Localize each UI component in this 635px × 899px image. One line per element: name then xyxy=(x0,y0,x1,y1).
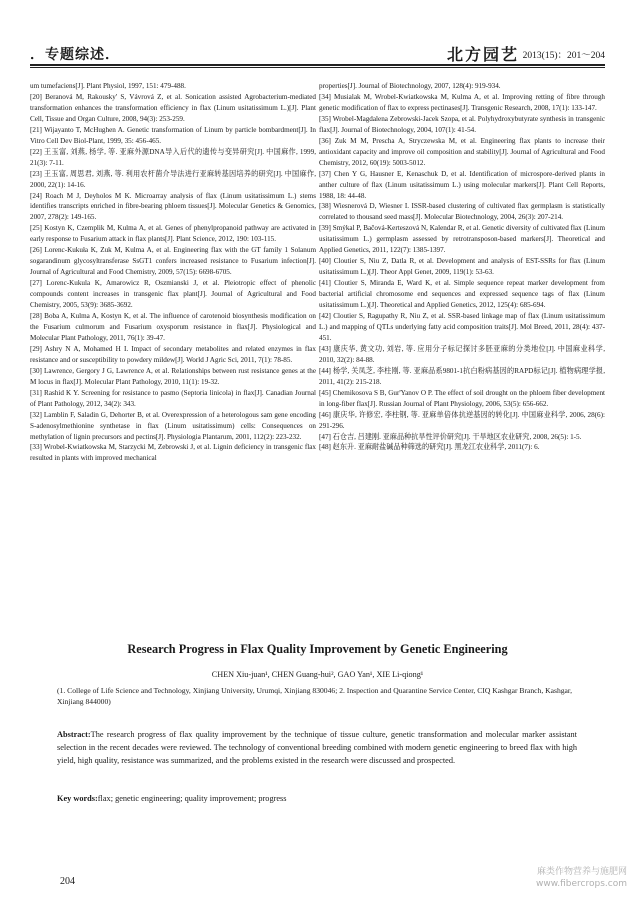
english-abstract xyxy=(57,728,577,768)
english-authors: CHEN Xiu-juan¹, CHEN Guang-hui², GAO Yan¹, XIE Li-qiong¹ xyxy=(211,670,424,679)
reference-entry: [43] 康庆华, 黄文功, 刘岩, 等. 应用分子标记探讨多胚亚麻的分类地位[J]. 中国麻业科学, 2010, 32(2): 84-88. xyxy=(319,344,605,364)
journal-name: 北方园艺 xyxy=(446,45,519,64)
reference-entry: [25] Kostyn K, Czemplik M, Kulma A, et al. Genes of phenylpropanoid pathway are activated in early response to Fusarium attack in flax plants[J]. Plant Science, 2012, 190: 103-115. xyxy=(30,224,316,244)
reference-entry: [26] Lorenc-Kukuła K, Zuk M, Kulma A, et al. Engineering flax with the GT family 1 Solanum sogarandinum glycosyltransferase SsGT1 confers increased resistance to Fusarium infection[J]. Journal of Agricultural and Food Chemistry, 2009, 57(15): 6698-6705. xyxy=(30,246,316,277)
reference-entry: [22] 王玉富, 刘燕, 杨学, 等. 亚麻外源DNA导入后代的遗传与变异研究[J]. 中国麻作, 1999, 21(3): 7-11. xyxy=(30,147,316,167)
header-rule-thick xyxy=(30,64,605,66)
english-affiliation: (1. College of Life Science and Technology, Xinjiang University, Urumqi, Xinjiang 830046; 2. Inspection and Quarantine Service Center, CIQ Kashgar Branch, Kashgar, Xinjiang 844000) xyxy=(57,686,573,706)
reference-entry: [48] 赵东升. 亚麻耐盐碱品种筛选的研究[J]. 黑龙江农业科学, 2011(7): 6. xyxy=(319,443,540,452)
reference-entry: [46] 康庆华, 许修宏, 李柱钢, 等. 亚麻单倍体抗逆基因的转化[J]. 中国麻业科学, 2006, 28(6): 291-296. xyxy=(319,410,605,430)
page-number: 204 xyxy=(60,876,75,887)
reference-entry: [24] Roach M J, Deyholos M K. Microarray analysis of flax (Linum usitatissimum L.) stems identifies transcripts enriched in fibre-bearing phloem tissues[J]. Molecular Genetics & Genomics, 2007, 278(2): 149-165. xyxy=(30,191,316,222)
reference-entry: [20] Beranová M, Rakousky' S, Vávrová Z, et al. Sonication assisted Agrobacterium-mediated transformation enhances the transformation efficiency in flax (Linum usitatissimum L.)[J]. Plant Cell, Tissue and Organ Culture, 2008, 94(3): 253-259. xyxy=(30,92,316,123)
reference-entry: [39] Smýkal P, Bačová-Kerteszová N, Kalendar R, et al. Genetic diversity of cultivated flax (Linum usitatissimum L.) germplasm assessed by retrotransposon-based markers[J]. Theoretical and Applied Genetics, 2011, 122(7): 1385-1397. xyxy=(319,224,605,255)
english-title: Research Progress in Flax Quality Improvement by Genetic Engineering xyxy=(127,642,508,656)
section-label: ．专题综述． xyxy=(30,47,120,63)
reference-entry: [42] Cloutier S, Ragupathy R, Niu Z, et al. SSR-based linkage map of flax (Linum usitatissimum L.) and mapping of QTLs underlying fatty acid composition traits[J]. Mol Breed, 2011, 28(4): 437-451. xyxy=(319,312,605,342)
reference-entry: [34] Musialak M, Wrobel-Kwiatkowska M, Kulma A, et al. Improving retting of fibre through genetic modification of flax to express pectinases[J]. Transgenic Research, 2008, 17(1): 133-147. xyxy=(319,92,605,112)
references-right-column xyxy=(319,81,605,453)
reference-entry: [31] Rashid K Y. Screening for resistance to pasmo (Septoria linicola) in flax[J]. Canadian Journal of Plant Pathology, 2012, 34(2): 343. xyxy=(30,388,316,408)
watermark-url: www.fibercrops.com xyxy=(536,879,627,889)
references-left-column xyxy=(30,81,316,464)
reference-entry: [45] Chemikosova S B, Gur'Yanov O P. The effect of soil drought on the phloem fiber development in long-fiber flax[J]. Russian Journal of Plant Physiology, 2006, 53(5): 656-662. xyxy=(319,388,605,408)
reference-entry: [21] Wijayanto T, McHughen A. Genetic transformation of Linum by particle bombardment[J]. In Vitro Cell Dev Biol-Plant, 1999, 35: 456-465. xyxy=(30,125,316,145)
reference-entry: um tumefaciens[J]. Plant Physiol, 1997, 151: 479-488. xyxy=(30,82,186,90)
reference-entry: [27] Lorenc-Kukula K, Amarowicz R, Oszmianski J, et al. Pleiotropic effect of phenolic compounds content increases in transgenic flax plant[J]. Journal of Agricultural and Food Chemistry, 2005, 53(9): 3685-3692. xyxy=(30,279,316,310)
page-header xyxy=(30,36,605,66)
reference-entry: properties[J]. Journal of Biotechnology, 2007, 128(4): 919-934. xyxy=(319,82,501,90)
reference-entry: [36] Zuk M M, Prescha A, Stryczewska M, et al. Engineering flax plants to increase their antioxidant capacity and improve oil composition and stability[J]. Journal of Agricultural and Food Chemistry, 2012, 60(19): 5003-5012. xyxy=(319,136,605,167)
reference-entry: [38] Wiesnerová D, Wiesner I. ISSR-based clustering of cultivated flax germplasm is statistically correlated to thousand seed mass[J]. Molecular Biotechnology, 2004, 26(3): 207-214. xyxy=(319,202,605,222)
english-keywords xyxy=(57,794,577,803)
reference-entry: [47] 石仓吉, 吕建刚. 亚麻品种抗旱性评价研究[J]. 干旱地区农业研究, 2008, 26(5): 1-5. xyxy=(319,432,582,441)
abstract-label: Abstract: xyxy=(57,730,91,739)
reference-entry: [40] Cloutier S, Niu Z, Datla R, et al. Development and analysis of EST-SSRs for flax (Linum usitatissimum L.)[J]. Theor Appl Genet, 2009, 119(1): 53-63. xyxy=(319,257,605,277)
reference-entry: [35] Wrobel-Magdalena Zebrowski-Jacek Szopa, et al. Polyhydroxybutyrate synthesis in transgenic flax[J]. Journal of Biotechnology, 2004, 107(1): 41-54. xyxy=(319,114,605,134)
keywords-label: Key words: xyxy=(57,794,98,803)
watermark xyxy=(536,866,627,890)
reference-entry: [30] Lawrence, Gergory J G, Lawrence A, et al. Relationships between rust resistance genes at the M locus in flax[J]. Molecular Plant Pathology, 2010, 11(1): 19-32. xyxy=(30,366,316,386)
keywords-text: flax; genetic engineering; quality improvement; progress xyxy=(97,794,287,803)
reference-entry: [29] Ashry N A, Mohamed H I. Impact of secondary metabolites and related enzymes in flax resistance and or susceptibility to powdery mildew[J]. World J Agric Sci, 2011, 7(1): 78-85. xyxy=(30,344,316,364)
reference-entry: [44] 杨学, 关凤芝, 李柱刚, 等. 亚麻品系9801-1抗白粉病基因的RAPD标记[J]. 植物病理学报, 2011, 41(2): 215-218. xyxy=(319,366,605,386)
reference-entry: [32] Lamblin F, Saladin G, Dehorter B, et al. Overexpression of a heterologous sam gene encoding S-adenosylmethionine synthetase in flax (Linum usitatissimum) cells: Consequences on methylation of lignin precursors and pectins[J]. Physiologia Plantarum, 2001, 112(2): 223-232. xyxy=(30,410,316,441)
journal-issue: 2013(15)：201～204 xyxy=(522,51,605,61)
reference-entry: [28] Boba A, Kulma A, Kostyn K, et al. The influence of carotenoid biosynthesis modification on the Fusarium culmorum and Fusarium oxysporum resistance in flax[J]. Physiological and Molecular Plant Pathology, 2011, 76(1): 39-47. xyxy=(30,312,316,342)
reference-entry: [33] Wrobel-Kwiatkowska M, Starzycki M, Zebrowski J, et al. Lignin deficiency in transgenic flax resulted in plants with improved mechanical xyxy=(30,443,316,463)
watermark-site-name: 麻类作物营养与施肥网 xyxy=(536,867,627,877)
header-rule-thin xyxy=(30,67,605,68)
abstract-text: The research progress of flax quality improvement by the technique of tissue culture, genetic transformation and molecular marker assistant selection in the recent decades were reviewed. The technology of conventional breeding combined with modern genetic engineering to breed flax with high yield, high quality, resistance was summarized, and the problems existed in the research were discussed and prospected. xyxy=(57,730,577,766)
reference-entry: [23] 王玉富, 周思君, 刘燕, 等. 利用农杆菌介导法进行亚麻转基因培养的研究[J]. 中国麻作, 2000, 22(1): 14-16. xyxy=(30,169,316,189)
reference-entry: [41] Cloutier S, Miranda E, Ward K, et al. Simple sequence repeat marker development from bacterial artificial chromosome end sequences and expressed sequence tags of flax (Linum usitatissimum L.)[J]. Theoretical and Applied Genetics, 2012, 125(4): 685-694. xyxy=(319,279,605,310)
reference-entry: [37] Chen Y G, Hausner E, Kenaschuk D, et al. Identification of microspore-derived plants in anther culture of flax (Linum usitatissimum L.) using molecular markers[J]. Plant Cell Reports, 1988, 18: 44-48. xyxy=(319,169,605,200)
